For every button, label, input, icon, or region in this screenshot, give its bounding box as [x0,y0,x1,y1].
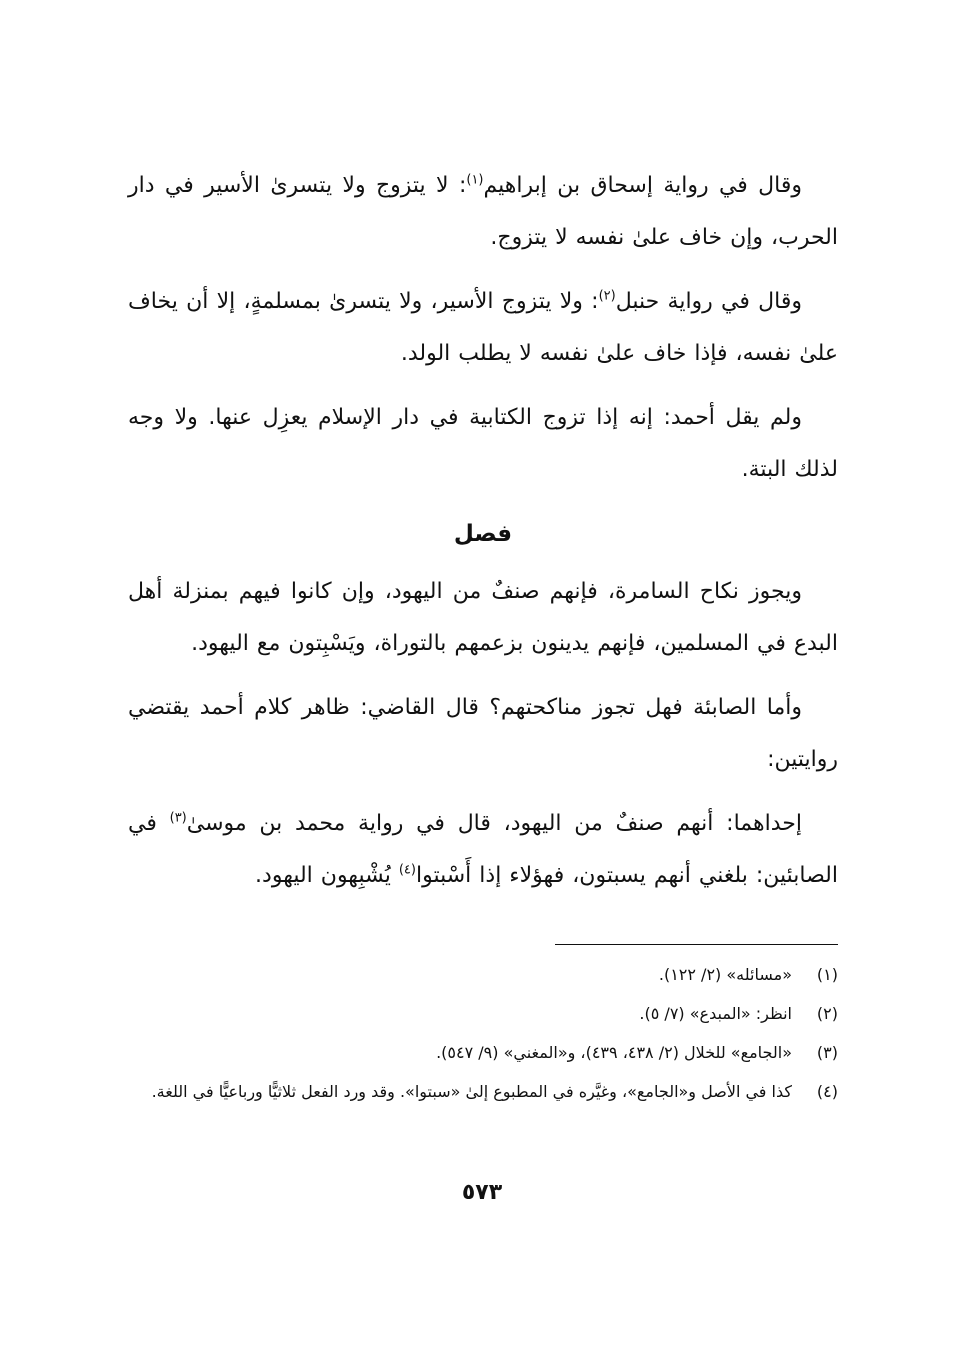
paragraph-first-narration [128,798,838,902]
paragraph-hanbal [128,276,838,380]
section-heading: فصل [453,521,513,547]
footnote-item [128,997,838,1030]
paragraph-text: : لا يتزوج ولا يتسرىٰ الأسير في دار الحرب، وإن خاف علىٰ نفسه لا يتزوج. [128,173,838,250]
footnote-ref-1: (١) [466,172,484,188]
paragraph-ishaq [128,160,838,264]
footnote-item [128,1036,838,1069]
paragraph-text: ويجوز نكاح السامرة، فإنهم صنفٌ من اليهود، وإن كانوا فيهم بمنزلة أهل البدع في المسلمين، فإنهم يدينون بزعمهم بالتوراة، ويَسْبِتون مع اليهود. [128,579,838,656]
footnote-item [128,1075,838,1108]
footnotes [128,958,838,1114]
paragraph-text: وقال في رواية حنبل [615,289,802,314]
footnote-text: «مسائله» (٢/ ١٢٢). [658,965,792,984]
footnote-number: (٤) [816,1082,838,1101]
paragraph-text: : ولا يتزوج الأسير، ولا يتسرىٰ بمسلمةٍ، إلا أن يخاف علىٰ نفسه، فإذا خاف علىٰ نفسه لا يطلب الولد. [128,289,838,366]
paragraph-text: ولم يقل أحمد: إنه إذا تزوج الكتابية في دار الإسلام يعزِل عنها. ولا وجه لذلك البتة. [128,405,838,482]
footnote-text: كذا في الأصل و«الجامع»، وغيَّره في المطبوع إلىٰ «سبتوا». وقد ورد الفعل ثلاثيًّا ورباعيًّا في اللغة. [151,1082,792,1101]
footnote-ref-3: (٣) [169,810,187,826]
footnote-number: (٣) [816,1043,838,1062]
footnote-number: (١) [816,965,838,984]
main-text [128,160,838,914]
paragraph-text: وقال في رواية إسحاق بن إبراهيم [483,173,802,198]
footnote-text: انظر: «المبدع» (٧/ ٥). [639,1004,792,1023]
page-number: ٥٧٣ [461,1180,503,1205]
paragraph-sabians [128,682,838,786]
footnote-ref-4: (٤) [398,862,416,878]
footnote-text: «الجامع» للخلال (٢/ ٤٣٨، ٤٣٩)، و«المغني» (٩/ ٥٤٧). [436,1043,792,1062]
paragraph-samaritans [128,566,838,670]
paragraph-ahmad [128,392,838,496]
footnote-separator [555,944,838,945]
footnote-ref-2: (٢) [598,288,616,304]
paragraph-text: وأما الصابئة فهل تجوز مناكحتهم؟ قال القاضي: ظاهر كلام أحمد يقتضي روايتين: [128,695,838,772]
paragraph-text: في الصابئين: بلغني أنهم يسبتون، فهؤلاء إذا أَسْبتوا [128,811,838,888]
footnote-number: (٢) [816,1004,838,1023]
paragraph-text: يُشْبِهون اليهود. [255,863,399,888]
paragraph-text: إحداهما: أنهم صنفٌ من اليهود، قال في رواية محمد بن موسىٰ [186,811,802,836]
footnote-item [128,958,838,991]
